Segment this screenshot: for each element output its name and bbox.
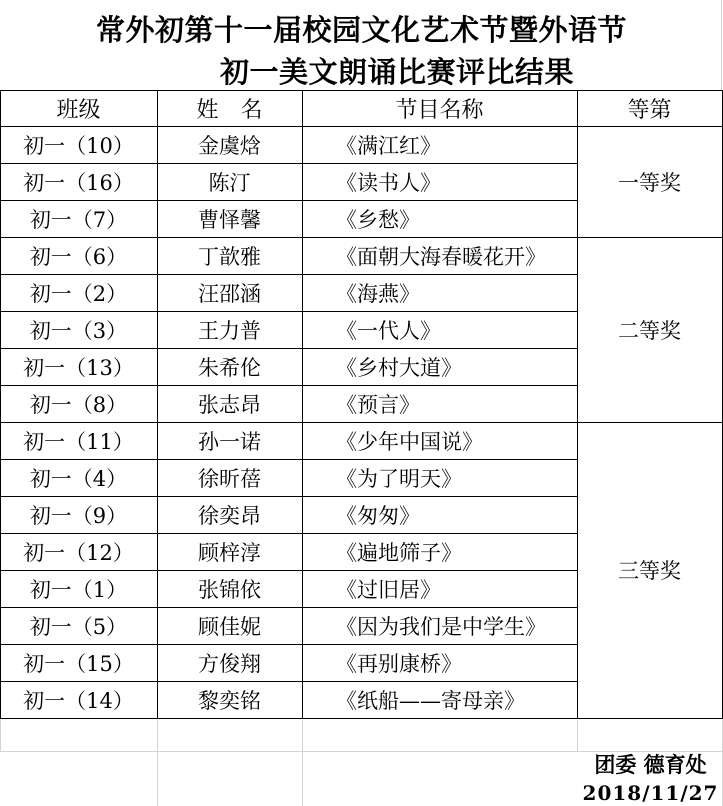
row-border [0,459,577,460]
cell-work: 《因为我们是中学生》 [336,614,546,639]
table-border [0,90,723,91]
cell-work: 《预言》 [336,392,420,417]
cell-name: 顾佳妮 [198,614,261,639]
col-border [0,90,1,719]
row-border [0,311,577,312]
cell-work: 《匆匆》 [336,503,420,528]
cell-work: 《满江红》 [336,133,441,158]
cell-class: 初一（12） [23,540,134,565]
cell-class: 初一（8） [29,392,128,417]
cell-work: 《再别康桥》 [336,651,462,676]
row-border [0,163,577,164]
cell-class: 初一（3） [29,318,128,343]
title-area [0,0,722,90]
cell-work: 《一代人》 [336,318,441,343]
cell-work: 《遍地筛子》 [336,540,462,565]
rank-cell: 三等奖 [618,559,681,583]
cell-name: 金虞焓 [198,133,261,158]
cell-class: 初一（9） [29,503,128,528]
page-subtitle: 初一美文朗诵比赛评比结果 [220,55,575,89]
footer-date: 2018/11/27 [582,781,719,805]
cell-work: 《乡村大道》 [336,355,462,380]
cell-work: 《乡愁》 [336,207,420,232]
col-border [577,90,578,719]
row-border [0,200,577,201]
cell-class: 初一（10） [23,133,134,158]
row-border [0,496,577,497]
row-border [0,422,723,423]
cell-class: 初一（4） [29,466,128,491]
cell-class: 初一（2） [29,281,128,306]
cell-class: 初一（7） [29,207,128,232]
rank-cell: 二等奖 [618,318,681,343]
page-title: 常外初第十一届校园文化艺术节暨外语节 [95,13,627,47]
row-border [0,533,577,534]
cell-class: 初一（11） [23,429,134,454]
cell-class: 初一（16） [23,170,134,195]
cell-name: 张志昂 [198,392,261,417]
row-border [0,718,723,719]
cell-class: 初一（15） [23,651,134,676]
gridline [0,718,1,751]
cell-work: 《海燕》 [336,281,420,306]
row-border [0,681,577,682]
row-border [0,644,577,645]
cell-name: 曹怿馨 [198,207,261,232]
gridline [302,718,303,806]
cell-name: 张锦依 [198,577,261,602]
cell-name: 陈汀 [208,170,251,195]
cell-work: 《纸船——寄母亲》 [336,688,525,713]
cell-work: 《少年中国说》 [336,429,483,454]
cell-name: 汪邵涵 [198,281,261,306]
cell-class: 初一（6） [29,244,128,269]
cell-class: 初一（14） [23,688,134,713]
cell-class: 初一（13） [23,355,134,380]
cell-work: 《为了明天》 [336,466,462,491]
cell-name: 徐奕昂 [198,503,261,528]
rank-cell: 一等奖 [618,170,681,195]
cell-work: 《读书人》 [336,170,441,195]
footer-organization: 团委 德育处 [594,752,707,777]
col-border [157,90,158,719]
header-class: 班级 [56,97,101,123]
row-border [0,570,577,571]
col-border [302,90,303,719]
row-border [0,237,723,238]
table-border [0,126,723,127]
cell-class: 初一（5） [29,614,128,639]
cell-work: 《过旧居》 [336,577,441,602]
cell-name: 方俊翔 [198,651,261,676]
cell-work: 《面朝大海春暖花开》 [336,244,546,269]
row-border [0,607,577,608]
header-work: 节目名称 [395,97,484,123]
header-rank: 等第 [627,97,672,123]
cell-name: 孙一诺 [198,429,261,454]
row-border [0,385,577,386]
header-name: 姓 名 [196,97,263,123]
cell-name: 朱希伦 [198,355,261,380]
row-border [0,348,577,349]
cell-name: 徐昕蓓 [198,466,261,491]
row-border [0,274,577,275]
cell-name: 顾梓淳 [198,540,261,565]
cell-name: 黎奕铭 [198,688,261,713]
gridline [157,718,158,806]
gridline [577,718,578,751]
cell-name: 王力普 [198,318,261,343]
cell-class: 初一（1） [29,577,128,602]
cell-name: 丁歆雅 [198,244,261,269]
